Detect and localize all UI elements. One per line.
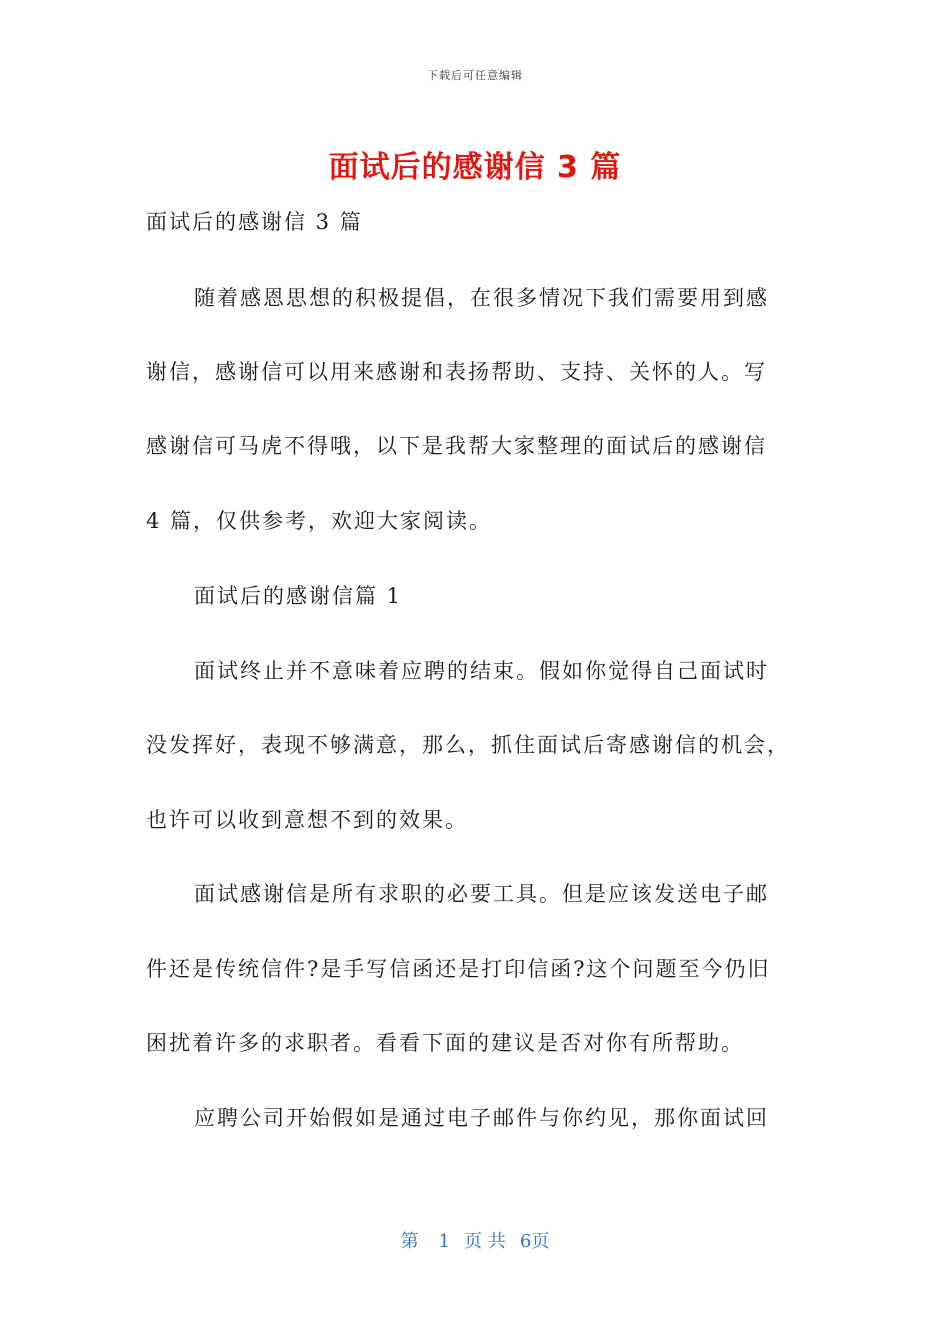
section-heading: 面试后的感谢信篇 1 (194, 584, 403, 608)
page-header-note: 下载后可任意编辑 (427, 69, 523, 82)
document-title: 面试后的感谢信 3 篇 (328, 150, 622, 185)
paragraph-line: 4 篇，仅供参考，欢迎大家阅读。 (146, 509, 493, 533)
paragraph-line: 应聘公司开始假如是通过电子邮件与你约见，那你面试回 (194, 1106, 769, 1130)
footer-page-number: 1 (438, 1231, 451, 1252)
page-footer (0, 1227, 950, 1253)
paragraph-line: 也许可以收到意想不到的效果。 (146, 808, 468, 832)
paragraph-line: 件还是传统信件?是手写信函还是打印信函?这个问题至今仍旧 (146, 957, 771, 981)
paragraph-line: 随着感恩思想的积极提倡，在很多情况下我们需要用到感 (194, 286, 769, 310)
paragraph-line: 面试感谢信是所有求职的必要工具。但是应该发送电子邮 (194, 882, 769, 906)
paragraph-line: 困扰着许多的求职者。看看下面的建议是否对你有所帮助。 (146, 1031, 744, 1055)
footer-suffix: 页 (531, 1231, 550, 1252)
paragraph-line: 感谢信可马虎不得哦，以下是我帮大家整理的面试后的感谢信 (146, 434, 767, 458)
subtitle-line: 面试后的感谢信 3 篇 (146, 210, 363, 234)
paragraph-line: 谢信，感谢信可以用来感谢和表扬帮助、支持、关怀的人。写 (146, 360, 767, 384)
footer-prefix: 第 (400, 1231, 419, 1252)
footer-middle: 页 共 (464, 1231, 506, 1252)
paragraph-line: 面试终止并不意味着应聘的结束。假如你觉得自己面试时 (194, 659, 769, 683)
paragraph-line: 没发挥好，表现不够满意，那么，抓住面试后寄感谢信的机会， (146, 733, 790, 757)
footer-total-pages: 6 (519, 1231, 532, 1252)
